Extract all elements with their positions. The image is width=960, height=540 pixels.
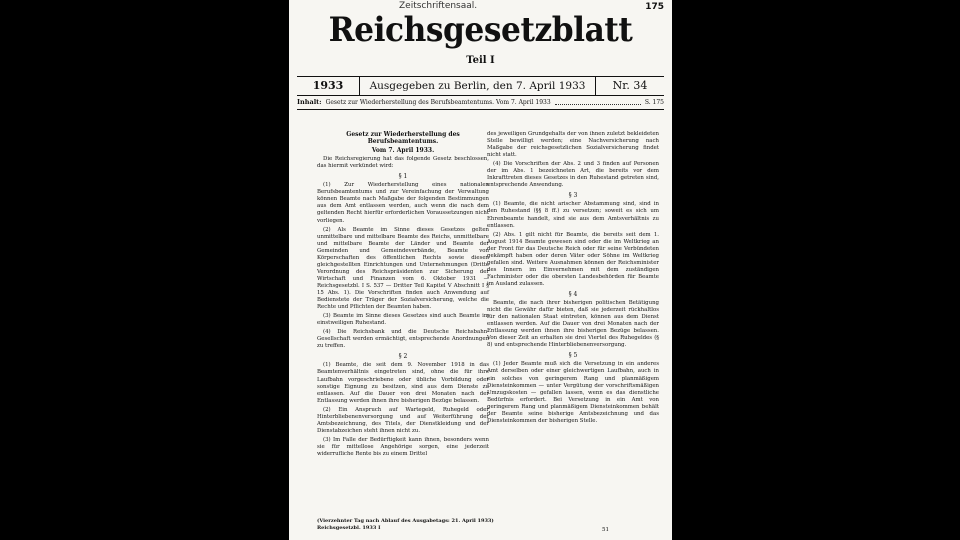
- section-5-para-1: (1) Jeder Beamte muß sich die Versetzung in ein anderes Amt derselben oder einer gleichwertigen Laufbahn, auch in ein solches von geringerem Rang und planmäßigem Diensteinkommen — unter Vergütung der vorschriftsmäßigen Umzugskosten — gefallen lassen, wenn es das dienstliche Bedürfnis erfordert. Bei Versetzung in ein Amt von geringerem Rang und planmäßigem Diensteinkommen behält der Beamte seine bisherige Amtsbezeichnung und das Diensteinkommen der bisherigen Stelle.: [487, 361, 659, 424]
- law-heading: Gesetz zur Wiederherstellung des Berufsbeamtentums.: [346, 131, 460, 146]
- sheet-signature: 51: [602, 527, 609, 533]
- issue-bar: [297, 76, 664, 96]
- toc-label: Inhalt:: [297, 98, 322, 106]
- section-1-heading: § 1: [398, 173, 408, 181]
- table-of-contents: [297, 98, 664, 110]
- toc-leader: [555, 100, 641, 105]
- law-intro: Die Reichsregierung hat das folgende Gesetz beschlossen, das hiermit verkündet wird:: [317, 156, 489, 170]
- left-column: [317, 131, 489, 460]
- section-4-para-1: Beamte, die nach ihrer bisherigen politischen Betätigung nicht die Gewähr dafür bieten, daß sie jederzeit rückhaltlos für den nationalen Staat eintreten, können aus dem Dienst entlassen werden. Auf die Dauer von drei Monaten nach der Entlassung werden ihnen ihre bisherigen Bezüge belassen. Von dieser Zeit an erhalten sie drei Viertel des Ruhegeldes (§ 8) und entsprechende Hinterbliebenenversorgung.: [487, 300, 659, 349]
- page-number: 175: [645, 2, 664, 12]
- part-label: Teil I: [466, 55, 495, 66]
- issue-date: Ausgegeben zu Berlin, den 7. April 1933: [360, 77, 596, 95]
- section-3-heading: § 3: [568, 192, 578, 200]
- gazette-page: [289, 0, 672, 540]
- section-2-para-3: (3) Im Falle der Bedürftigkeit kann ihnen, besonders wenn sie für mittellose Angehörige sorgen, eine jederzeit widerrufliche Rente bis zu einem Drittel: [317, 436, 489, 457]
- section-1-para-4: (4) Die Reichsbank und die Deutsche Reichsbahn-Gesellschaft werden ermächtigt, entsprechende Anordnungen zu treffen.: [317, 329, 489, 350]
- section-5-heading: § 5: [568, 352, 578, 360]
- section-2-para-2: (2) Ein Anspruch auf Wartegeld, Ruhegeld oder Hinterbliebenenversorgung und auf Weiterführung der Amtsbezeichnung, des Titels, der Dienstkleidung und der Dienstabzeichen steht ihnen nicht zu.: [317, 406, 489, 434]
- footer-line-2: Reichsgesetzbl. 1933 I: [317, 525, 381, 531]
- section-2-heading: § 2: [398, 353, 408, 361]
- issue-year: 1933: [297, 77, 360, 95]
- section-1-para-1: (1) Zur Wiederherstellung eines nationalen Berufsbeamtentums und zur Vereinfachung der Verwaltung können Beamte nach Maßgabe der folgenden Bestimmungen aus dem Amt entlassen werden, auch wenn die nach dem geltenden Recht hierfür erforderlichen Voraussetzungen nicht vorliegen.: [317, 182, 489, 224]
- section-3-para-1: (1) Beamte, die nicht arischer Abstammung sind, sind in den Ruhestand (§§ 8 ff.) zu versetzen; soweit es sich um Ehrenbeamte handelt, sind sie aus dem Amtsverhältnis zu entlassen.: [487, 201, 659, 229]
- masthead-title: Reichsgesetzblatt: [328, 10, 633, 50]
- toc-entry: Gesetz zur Wiederherstellung des Berufsbeamtentums. Vom 7. April 1933: [325, 98, 551, 106]
- section-2-para-1: (1) Beamte, die seit dem 9. November 1918 in das Beamtenverhältnis eingetreten sind, ohne die für ihre Laufbahn vorgeschriebene oder übliche Vorbildung oder sonstige Eignung zu besitzen, sind aus dem Dienste zu entlassen. Auf die Dauer von drei Monaten nach der Entlassung werden ihnen ihre bisherigen Bezüge belassen.: [317, 362, 489, 404]
- toc-page: S. 175: [644, 98, 664, 106]
- footer-note: [317, 518, 494, 532]
- section-2-para-4: (4) Die Vorschriften der Abs. 2 und 3 finden auf Personen der im Abs. 1 bezeichneten Art, die bereits vor dem Inkrafttreten dieses Gesetzes in den Ruhestand getreten sind, entsprechende Anwendung.: [487, 161, 659, 189]
- footer-line-1: (Vierzehnter Tag nach Ablauf des Ausgabetags: 21. April 1933): [317, 518, 494, 524]
- section-4-heading: § 4: [568, 290, 578, 298]
- law-date: Vom 7. April 1933.: [371, 147, 435, 155]
- issue-number: Nr. 34: [612, 79, 648, 92]
- right-column: [487, 131, 659, 427]
- section-3-para-2: (2) Abs. 1 gilt nicht für Beamte, die bereits seit dem 1. August 1914 Beamte gewesen sind oder die im Weltkrieg an der Front für das Deutsche Reich oder für seine Verbündeten gekämpft haben oder deren Väter oder Söhne im Weltkrieg gefallen sind. Weitere Ausnahmen können der Reichsminister des Innern im Einvernehmen mit dem zuständigen Fachminister oder die obersten Landesbehörden für Beamte im Ausland zulassen.: [487, 231, 659, 287]
- section-2-continuation: des jeweiligen Grundgehalts der von ihnen zuletzt bekleideten Stelle bewilligt werden; eine Nachversicherung nach Maßgabe der reichsgesetzlichen Sozialversicherung findet nicht statt.: [487, 131, 659, 159]
- library-stamp: Zeitschriftensaal.: [399, 1, 478, 11]
- section-1-para-3: (3) Beamte im Sinne dieses Gesetzes sind auch Beamte im einstweiligen Ruhestand.: [317, 313, 489, 327]
- section-1-para-2: (2) Als Beamte im Sinne dieses Gesetzes gelten unmittelbare und mittelbare Beamte des Reichs, unmittelbare und mittelbare Beamte der Länder und Beamte der Gemeinden und Gemeindeverbände, Beamte von Körperschaften des öffentlichen Rechts sowie diesen gleichgestellten Einrichtungen und Unternehmungen (Dritte Verordnung des Reichspräsidenten zur Sicherung der Wirtschaft und Finanzen vom 6. Oktober 1931 — Reichsgesetzbl. I S. 537 — Dritter Teil Kapitel V Abschnitt I § 15 Abs. 1). Die Vorschriften finden auch Anwendung auf Bedienstete der Träger der Sozialversicherung, welche die Rechte und Pflichten der Beamten haben.: [317, 226, 489, 311]
